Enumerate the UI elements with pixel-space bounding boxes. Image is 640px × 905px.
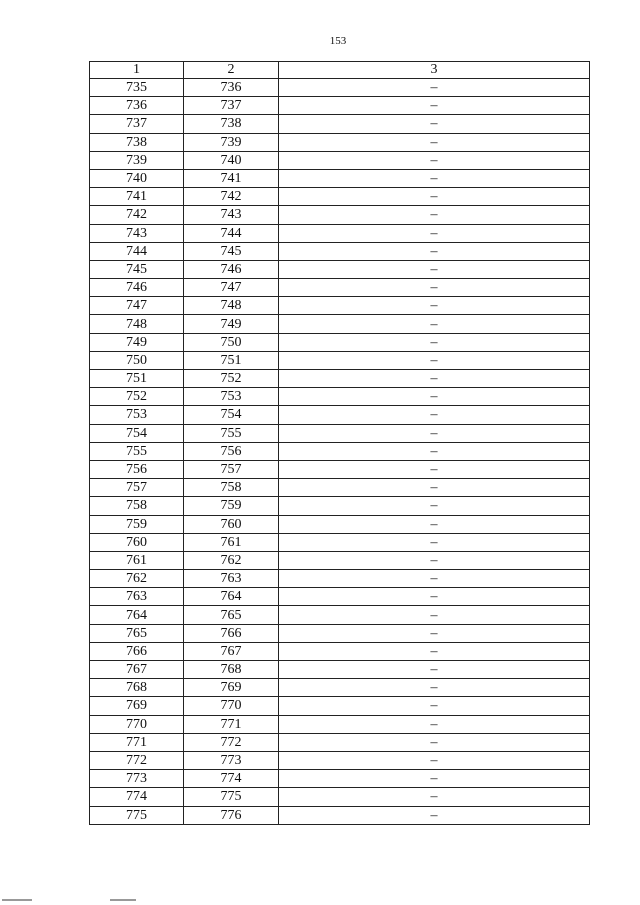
table-cell-col-1: 741 <box>90 188 184 206</box>
table-cell-col-1: 753 <box>90 406 184 424</box>
footer-marks <box>0 899 640 903</box>
table-row <box>90 733 590 751</box>
table-row <box>90 751 590 769</box>
table-cell-col-1: 737 <box>90 115 184 133</box>
table-row <box>90 188 590 206</box>
table-row <box>90 497 590 515</box>
table-cell-col-1: 774 <box>90 788 184 806</box>
table-cell-col-1: 748 <box>90 315 184 333</box>
header-row <box>90 62 590 79</box>
table-cell-col-3: – <box>279 570 590 588</box>
table-cell-col-3: – <box>279 406 590 424</box>
table-cell-col-2: 753 <box>184 388 279 406</box>
table-cell-col-3: – <box>279 169 590 187</box>
table-cell-col-2: 742 <box>184 188 279 206</box>
table-cell-col-2: 747 <box>184 279 279 297</box>
table-cell-col-2: 774 <box>184 770 279 788</box>
table-row <box>90 570 590 588</box>
table-cell-col-2: 761 <box>184 533 279 551</box>
table-cell-col-1: 763 <box>90 588 184 606</box>
table-cell-col-1: 750 <box>90 351 184 369</box>
table-cell-col-1: 747 <box>90 297 184 315</box>
table-cell-col-3: – <box>279 770 590 788</box>
table-row <box>90 297 590 315</box>
table-cell-col-2: 757 <box>184 460 279 478</box>
table-cell-col-3: – <box>279 588 590 606</box>
table-cell-col-1: 744 <box>90 242 184 260</box>
table-cell-col-3: – <box>279 97 590 115</box>
table-cell-col-1: 746 <box>90 279 184 297</box>
table-cell-col-3: – <box>279 806 590 824</box>
table-cell-col-3: – <box>279 151 590 169</box>
table-cell-col-1: 739 <box>90 151 184 169</box>
table-row <box>90 715 590 733</box>
table-cell-col-2: 755 <box>184 424 279 442</box>
table-cell-col-3: – <box>279 497 590 515</box>
table-row <box>90 697 590 715</box>
table-cell-col-1: 762 <box>90 570 184 588</box>
table-cell-col-3: – <box>279 642 590 660</box>
table-row <box>90 333 590 351</box>
table-cell-col-3: – <box>279 661 590 679</box>
table-cell-col-1: 768 <box>90 679 184 697</box>
table-cell-col-2: 758 <box>184 479 279 497</box>
table-cell-col-1: 758 <box>90 497 184 515</box>
table-cell-col-1: 743 <box>90 224 184 242</box>
table-row <box>90 679 590 697</box>
footer-mark <box>2 899 32 901</box>
table-cell-col-2: 763 <box>184 570 279 588</box>
table-cell-col-1: 757 <box>90 479 184 497</box>
table-row <box>90 224 590 242</box>
table-cell-col-1: 745 <box>90 260 184 278</box>
table-cell-col-1: 765 <box>90 624 184 642</box>
table-cell-col-1: 771 <box>90 733 184 751</box>
table-cell-col-3: – <box>279 115 590 133</box>
table-cell-col-1: 766 <box>90 642 184 660</box>
table-row <box>90 442 590 460</box>
table-row <box>90 788 590 806</box>
table-cell-col-1: 738 <box>90 133 184 151</box>
column-header-1: 1 <box>90 62 184 79</box>
table-cell-col-3: – <box>279 460 590 478</box>
table-row <box>90 424 590 442</box>
table-row <box>90 515 590 533</box>
table-cell-col-2: 744 <box>184 224 279 242</box>
table-cell-col-3: – <box>279 133 590 151</box>
table-cell-col-2: 767 <box>184 642 279 660</box>
table-row <box>90 642 590 660</box>
table-cell-col-3: – <box>279 479 590 497</box>
table-row <box>90 315 590 333</box>
table-cell-col-3: – <box>279 515 590 533</box>
table-cell-col-3: – <box>279 679 590 697</box>
table-cell-col-2: 768 <box>184 661 279 679</box>
table-cell-col-2: 737 <box>184 97 279 115</box>
table-row <box>90 206 590 224</box>
table-cell-col-2: 756 <box>184 442 279 460</box>
table-row <box>90 242 590 260</box>
table-cell-col-3: – <box>279 388 590 406</box>
table-cell-col-2: 771 <box>184 715 279 733</box>
table-row <box>90 351 590 369</box>
table-row <box>90 406 590 424</box>
table-cell-col-3: – <box>279 279 590 297</box>
table-cell-col-2: 739 <box>184 133 279 151</box>
table-row <box>90 770 590 788</box>
table-cell-col-1: 749 <box>90 333 184 351</box>
table-cell-col-1: 755 <box>90 442 184 460</box>
table-row <box>90 370 590 388</box>
table-cell-col-1: 767 <box>90 661 184 679</box>
table-cell-col-1: 773 <box>90 770 184 788</box>
table-row <box>90 133 590 151</box>
table-cell-col-1: 770 <box>90 715 184 733</box>
table-cell-col-2: 749 <box>184 315 279 333</box>
table-row <box>90 460 590 478</box>
table-row <box>90 479 590 497</box>
table-row <box>90 97 590 115</box>
table-row <box>90 551 590 569</box>
table-cell-col-1: 761 <box>90 551 184 569</box>
table-cell-col-2: 743 <box>184 206 279 224</box>
table-cell-col-1: 759 <box>90 515 184 533</box>
table-cell-col-2: 773 <box>184 751 279 769</box>
table-cell-col-3: – <box>279 424 590 442</box>
table-row <box>90 661 590 679</box>
table-row <box>90 624 590 642</box>
table-row <box>90 79 590 97</box>
table-cell-col-2: 769 <box>184 679 279 697</box>
table-cell-col-2: 762 <box>184 551 279 569</box>
table-cell-col-2: 766 <box>184 624 279 642</box>
table-row <box>90 169 590 187</box>
table-row <box>90 151 590 169</box>
column-header-3: 3 <box>279 62 590 79</box>
table-cell-col-3: – <box>279 242 590 260</box>
table-cell-col-1: 736 <box>90 97 184 115</box>
table-cell-col-3: – <box>279 606 590 624</box>
table-cell-col-3: – <box>279 533 590 551</box>
table-cell-col-3: – <box>279 788 590 806</box>
table-cell-col-3: – <box>279 351 590 369</box>
table-cell-col-3: – <box>279 551 590 569</box>
table-cell-col-3: – <box>279 370 590 388</box>
table-cell-col-1: 764 <box>90 606 184 624</box>
table-cell-col-2: 751 <box>184 351 279 369</box>
table-cell-col-1: 740 <box>90 169 184 187</box>
table-cell-col-1: 769 <box>90 697 184 715</box>
table-row <box>90 533 590 551</box>
table-cell-col-3: – <box>279 260 590 278</box>
table-cell-col-2: 776 <box>184 806 279 824</box>
table-cell-col-3: – <box>279 715 590 733</box>
table-cell-col-2: 764 <box>184 588 279 606</box>
column-header-2: 2 <box>184 62 279 79</box>
table-cell-col-3: – <box>279 224 590 242</box>
table-cell-col-2: 740 <box>184 151 279 169</box>
table-cell-col-3: – <box>279 206 590 224</box>
table-cell-col-2: 738 <box>184 115 279 133</box>
footer-mark <box>110 899 136 901</box>
table-cell-col-3: – <box>279 624 590 642</box>
table-row <box>90 388 590 406</box>
table-cell-col-3: – <box>279 751 590 769</box>
page-number: 153 <box>329 35 347 47</box>
table-cell-col-2: 770 <box>184 697 279 715</box>
table-cell-col-2: 754 <box>184 406 279 424</box>
table-cell-col-1: 775 <box>90 806 184 824</box>
table-row <box>90 806 590 824</box>
table-cell-col-3: – <box>279 79 590 97</box>
table-cell-col-1: 756 <box>90 460 184 478</box>
table-cell-col-1: 760 <box>90 533 184 551</box>
table-cell-col-2: 736 <box>184 79 279 97</box>
table-row <box>90 588 590 606</box>
table-cell-col-1: 735 <box>90 79 184 97</box>
table-cell-col-2: 748 <box>184 297 279 315</box>
table-cell-col-3: – <box>279 697 590 715</box>
data-table <box>89 61 590 825</box>
table-cell-col-1: 752 <box>90 388 184 406</box>
table-body <box>90 79 590 825</box>
table-row <box>90 279 590 297</box>
table-cell-col-2: 752 <box>184 370 279 388</box>
table-row <box>90 260 590 278</box>
table-cell-col-3: – <box>279 188 590 206</box>
table-cell-col-2: 741 <box>184 169 279 187</box>
table-cell-col-1: 772 <box>90 751 184 769</box>
table-cell-col-3: – <box>279 297 590 315</box>
table-cell-col-2: 759 <box>184 497 279 515</box>
table-row <box>90 115 590 133</box>
table-cell-col-1: 751 <box>90 370 184 388</box>
table-cell-col-2: 750 <box>184 333 279 351</box>
table-cell-col-3: – <box>279 733 590 751</box>
table-cell-col-2: 760 <box>184 515 279 533</box>
table-cell-col-3: – <box>279 315 590 333</box>
table-cell-col-3: – <box>279 333 590 351</box>
table-cell-col-2: 765 <box>184 606 279 624</box>
table-cell-col-2: 746 <box>184 260 279 278</box>
table-header <box>90 62 590 79</box>
table-cell-col-2: 745 <box>184 242 279 260</box>
table-cell-col-2: 772 <box>184 733 279 751</box>
table-row <box>90 606 590 624</box>
table-cell-col-1: 742 <box>90 206 184 224</box>
table-cell-col-1: 754 <box>90 424 184 442</box>
table-cell-col-2: 775 <box>184 788 279 806</box>
table-cell-col-3: – <box>279 442 590 460</box>
